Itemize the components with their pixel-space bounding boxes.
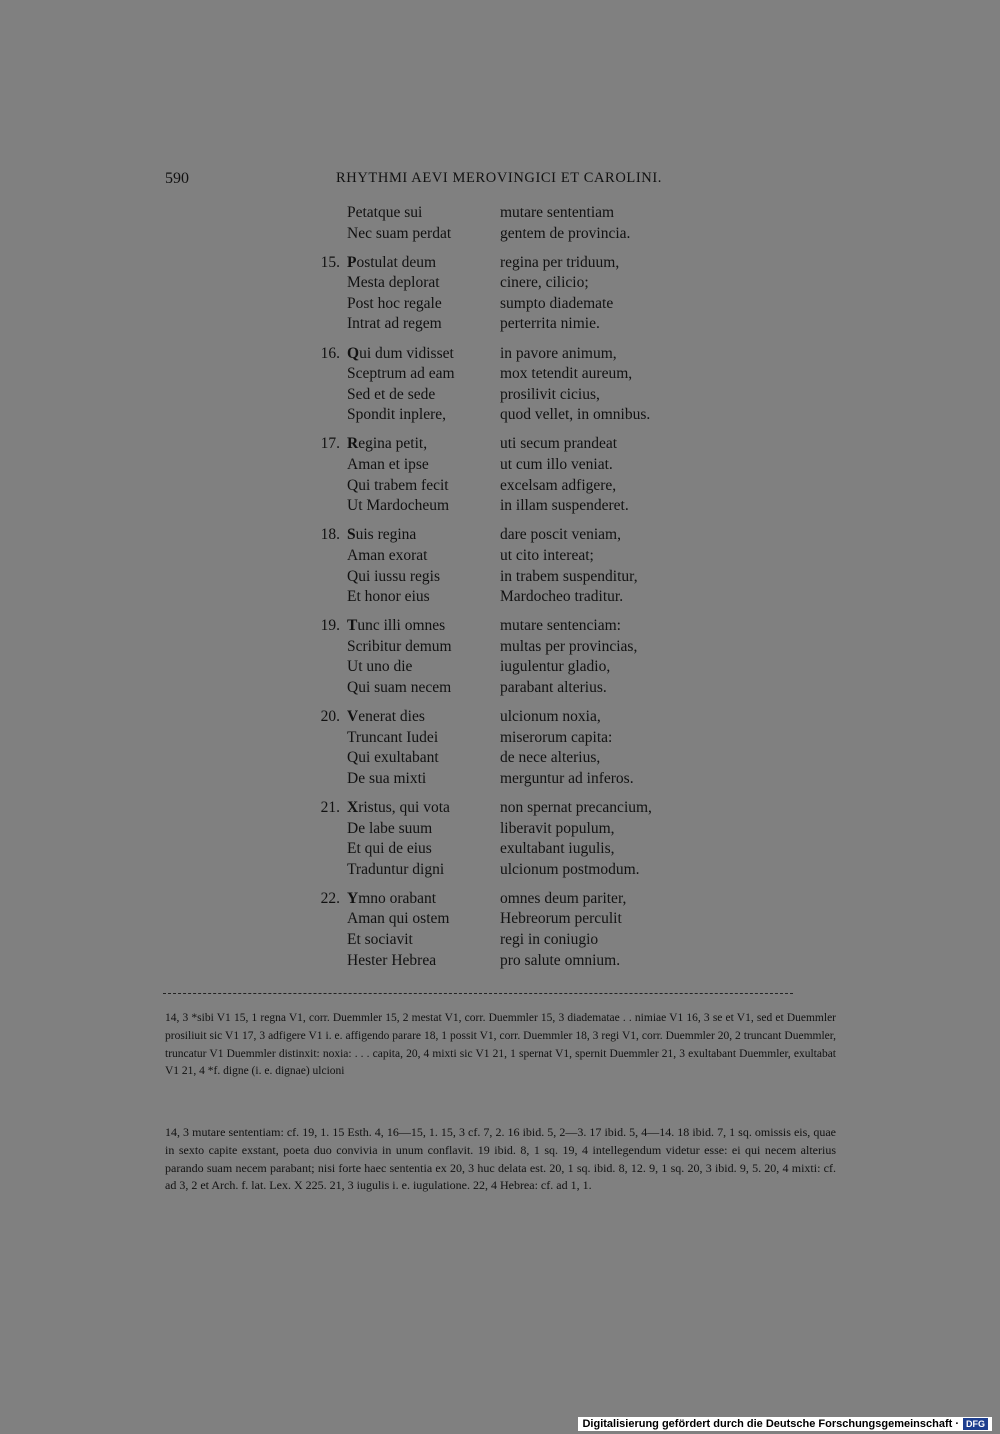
second-hemistich: parabant alterius. — [500, 678, 607, 696]
second-hemistich: ulcionum noxia, — [500, 708, 601, 726]
initial-letter: R — [347, 435, 359, 453]
sources-text: 14, 3 mutare sententiam: cf. 19, 1. 15 Esth. 4, 16—15, 1. 15, 3 cf. 7, 2. 16 ibid. 5, 2—3. 17 ibid. 5, 4—14. 18 ibid. 7, 1 sq. omissis eis, quae in sexto capite exstant, poeta duo convivia in unum conflavit. 19 ibid. 8, 1 sq. 19, 4 intellegendum videtur esse: ei qui necem alterius parando suam necem parabant; nisi forte haec sententia ex 20, 3 huc delata est. 20, 1 sq. ibid. 8, 12. 9, 1 sq. 20, 3 ibid. 9, 5. 20, 4 mixti: cf. ad 3, 2 et Arch. f. lat. Lex. X 225. 21, 3 iugulis i. e. iugulatione. 22, 4 Hebrea: cf. ad 1, 1. — [165, 1125, 836, 1193]
first-hemistich-text: Scribitur demum — [347, 637, 452, 655]
first-hemistich-text: ui dum vidisset — [359, 344, 454, 362]
first-hemistich — [347, 587, 430, 608]
first-hemistich-text: egina petit, — [358, 435, 428, 453]
first-hemistich-text: Ut uno die — [347, 658, 413, 676]
first-hemistich-text: Sceptrum ad eam — [347, 365, 455, 383]
running-head: RHYTHMI AEVI MEROVINGICI ET CAROLINI. — [336, 170, 663, 186]
verse-line — [0, 314, 1000, 335]
initial-letter: P — [347, 253, 357, 271]
stanza — [0, 889, 1000, 971]
first-hemistich — [347, 434, 427, 455]
first-hemistich-text: Sed et de sede — [347, 385, 436, 403]
verse-line — [0, 253, 1000, 274]
first-hemistich — [347, 951, 436, 972]
first-hemistich-text: enerat dies — [358, 708, 425, 726]
footnote-rule — [163, 993, 793, 994]
first-hemistich-text: De labe suum — [347, 819, 433, 837]
second-hemistich: in illam suspenderet. — [500, 497, 629, 515]
second-hemistich: Hebreorum perculit — [500, 910, 622, 928]
first-hemistich-text: Post hoc regale — [347, 294, 442, 312]
first-hemistich-text: Ut Mardocheum — [347, 497, 450, 515]
second-hemistich: quod vellet, in omnibus. — [500, 406, 651, 424]
stanza-number: 22. — [320, 889, 340, 907]
verse-line — [0, 476, 1000, 497]
dfg-logo-icon: DFG — [963, 1418, 988, 1430]
second-hemistich: omnes deum pariter, — [500, 889, 627, 907]
second-hemistich: uti secum prandeat — [500, 435, 618, 453]
first-hemistich — [347, 273, 440, 294]
verse-line — [0, 587, 1000, 608]
first-hemistich — [347, 405, 446, 426]
first-hemistich — [347, 707, 425, 728]
stanza-number: 21. — [320, 798, 340, 816]
first-hemistich — [347, 930, 413, 951]
first-hemistich — [347, 546, 427, 567]
first-hemistich — [347, 657, 412, 678]
verse-line — [0, 525, 1000, 546]
verse-line — [0, 546, 1000, 567]
verse-line — [0, 769, 1000, 790]
first-hemistich — [347, 253, 436, 274]
second-hemistich: mutare sententiam — [500, 204, 615, 221]
second-hemistich: prosilivit cicius, — [500, 385, 600, 403]
initial-letter: Y — [347, 889, 359, 907]
first-hemistich — [347, 728, 438, 749]
first-hemistich — [347, 839, 432, 860]
verse-line — [0, 678, 1000, 699]
verse-line — [0, 657, 1000, 678]
second-hemistich: sumpto diademate — [500, 294, 614, 312]
verse-line — [0, 637, 1000, 658]
first-hemistich-text: Qui trabem fecit — [347, 476, 449, 494]
first-hemistich-text: Nec suam perdat — [347, 224, 452, 242]
verse-line — [0, 616, 1000, 637]
verse-line — [0, 951, 1000, 972]
first-hemistich — [347, 455, 429, 476]
stanza — [0, 616, 1000, 698]
first-hemistich — [347, 616, 445, 637]
first-hemistich-text: ostulat deum — [356, 253, 437, 271]
verse-line — [0, 344, 1000, 365]
first-hemistich-text: uis regina — [355, 526, 417, 544]
stanza-number: 16. — [320, 344, 340, 362]
stanza — [0, 344, 1000, 426]
second-hemistich: cinere, cilicio; — [500, 274, 589, 292]
second-hemistich: de nece alterius, — [500, 749, 601, 767]
verse-line — [0, 434, 1000, 455]
first-hemistich-text: Aman qui ostem — [347, 910, 450, 928]
stanza-number: 18. — [320, 526, 340, 544]
verse-line — [0, 496, 1000, 517]
first-hemistich — [347, 637, 452, 658]
first-hemistich — [347, 860, 444, 881]
second-hemistich: regina per triduum, — [500, 253, 620, 271]
first-hemistich — [347, 203, 422, 224]
first-hemistich — [347, 314, 442, 335]
second-hemistich: miserorum capita: — [500, 728, 613, 746]
verse-line — [0, 889, 1000, 910]
first-hemistich — [347, 344, 454, 365]
first-hemistich-text: unc illi omnes — [357, 617, 446, 635]
first-hemistich — [347, 819, 432, 840]
verse-line — [0, 405, 1000, 426]
second-hemistich: mutare sentenciam: — [500, 617, 621, 635]
second-hemistich: iugulentur gladio, — [500, 658, 611, 676]
page-number: 590 — [165, 170, 189, 187]
second-hemistich: exultabant iugulis, — [500, 840, 615, 858]
second-hemistich: merguntur ad inferos. — [500, 769, 634, 787]
verse-line — [0, 567, 1000, 588]
initial-letter: T — [347, 617, 358, 635]
first-hemistich-text: Qui iussu regis — [347, 567, 440, 585]
second-hemistich: multas per provincias, — [500, 637, 638, 655]
verse-line — [0, 839, 1000, 860]
first-hemistich — [347, 224, 451, 245]
second-hemistich: ulcionum postmodum. — [500, 860, 640, 878]
credit-text: Digitalisierung gefördert durch die Deutsche Forschungsgemeinschaft · — [582, 1418, 959, 1430]
verse-line — [0, 819, 1000, 840]
first-hemistich — [347, 385, 435, 406]
stanza-number: 17. — [320, 435, 340, 453]
first-hemistich-text: Et qui de eius — [347, 840, 432, 858]
second-hemistich: mox tetendit aureum, — [500, 365, 633, 383]
first-hemistich-text: Qui suam necem — [347, 678, 452, 696]
stanza — [0, 434, 1000, 516]
first-hemistich-text: Et sociavit — [347, 931, 413, 948]
verse-line — [0, 728, 1000, 749]
first-hemistich-text: Intrat ad regem — [347, 315, 442, 333]
initial-letter: X — [347, 798, 359, 816]
verse-line — [0, 273, 1000, 294]
critical-apparatus — [165, 1010, 836, 1081]
verse-line — [0, 707, 1000, 728]
stanza-number: 19. — [320, 617, 340, 635]
poem — [0, 203, 1000, 980]
first-hemistich-text: ristus, qui vota — [358, 798, 450, 816]
first-hemistich — [347, 476, 449, 497]
apparatus-text: 14, 3 *sibi V1 15, 1 regna V1, corr. Duemmler 15, 2 mestat V1, corr. Duemmler 15, 3 diadematae . . nimiae V1 16, 3 se et V1, sed et Duemmler prosiliuit sic V1 17, 3 adfigere V1 i. e. affigendo parare 18, 1 possit V1, corr. Duemmler 18, 3 regi V1, corr. Duemmler 20, 2 truncant Duemmler, truncatur V1 Duemmler distinxit: noxia: . . . capita, 20, 4 mixti sic V1 21, 1 spernat V1, spernit Duemmler 21, 3 exultabant Duemmler, exultabat V1 21, 4 *f. digne (i. e. dignae) ulcioni — [165, 1012, 836, 1078]
first-hemistich-text: mno orabant — [358, 889, 437, 907]
second-hemistich: excelsam adfigere, — [500, 476, 617, 494]
second-hemistich: dare poscit veniam, — [500, 526, 621, 544]
verse-line — [0, 385, 1000, 406]
second-hemistich: non spernat precancium, — [500, 798, 652, 816]
second-hemistich: ut cito intereat; — [500, 546, 594, 564]
first-hemistich — [347, 748, 439, 769]
second-hemistich: liberavit populum, — [500, 819, 615, 837]
second-hemistich: gentem de provincia. — [500, 224, 631, 242]
second-hemistich: in trabem suspenditur, — [500, 567, 638, 585]
initial-letter: S — [347, 526, 356, 544]
first-hemistich — [347, 496, 449, 517]
verse-line — [0, 748, 1000, 769]
first-hemistich-text: Aman exorat — [347, 546, 428, 564]
stanza-number: 20. — [320, 708, 340, 726]
first-hemistich-text: Traduntur digni — [347, 860, 445, 878]
first-hemistich-text: Spondit inplere, — [347, 406, 447, 424]
source-notes — [165, 1124, 836, 1195]
first-hemistich-text: Aman et ipse — [347, 456, 429, 474]
verse-line — [0, 203, 1000, 224]
verse-line — [0, 455, 1000, 476]
verse-line — [0, 294, 1000, 315]
stanza — [0, 798, 1000, 880]
first-hemistich-text: Qui exultabant — [347, 749, 439, 767]
first-hemistich — [347, 525, 416, 546]
verse-line — [0, 930, 1000, 951]
first-hemistich-text: Petatque sui — [347, 204, 423, 221]
second-hemistich: in pavore animum, — [500, 344, 617, 362]
first-hemistich-text: Hester Hebrea — [347, 951, 437, 969]
second-hemistich: regi in coniugio — [500, 931, 599, 948]
stanza — [0, 253, 1000, 335]
verse-line — [0, 798, 1000, 819]
stanza — [0, 203, 1000, 244]
verse-line — [0, 364, 1000, 385]
first-hemistich — [347, 769, 426, 790]
second-hemistich: ut cum illo veniat. — [500, 456, 613, 474]
second-hemistich: pro salute omnium. — [500, 951, 621, 969]
first-hemistich-text: Et honor eius — [347, 588, 430, 606]
first-hemistich — [347, 294, 442, 315]
first-hemistich — [347, 567, 440, 588]
stanza — [0, 525, 1000, 607]
dfg-credit[interactable] — [578, 1417, 992, 1431]
first-hemistich — [347, 678, 451, 699]
second-hemistich: perterrita nimie. — [500, 315, 600, 333]
verse-line — [0, 860, 1000, 881]
initial-letter: V — [347, 708, 359, 726]
verse-line — [0, 909, 1000, 930]
first-hemistich-text: Truncant Iudei — [347, 728, 439, 746]
first-hemistich-text: Mesta deplorat — [347, 274, 440, 292]
first-hemistich-text: De sua mixti — [347, 769, 427, 787]
first-hemistich — [347, 889, 436, 910]
first-hemistich — [347, 364, 455, 385]
second-hemistich: Mardocheo traditur. — [500, 588, 624, 606]
initial-letter: Q — [347, 344, 360, 362]
stanza — [0, 707, 1000, 789]
verse-line — [0, 224, 1000, 245]
stanza-number: 15. — [320, 253, 340, 271]
first-hemistich — [347, 798, 450, 819]
first-hemistich — [347, 909, 449, 930]
